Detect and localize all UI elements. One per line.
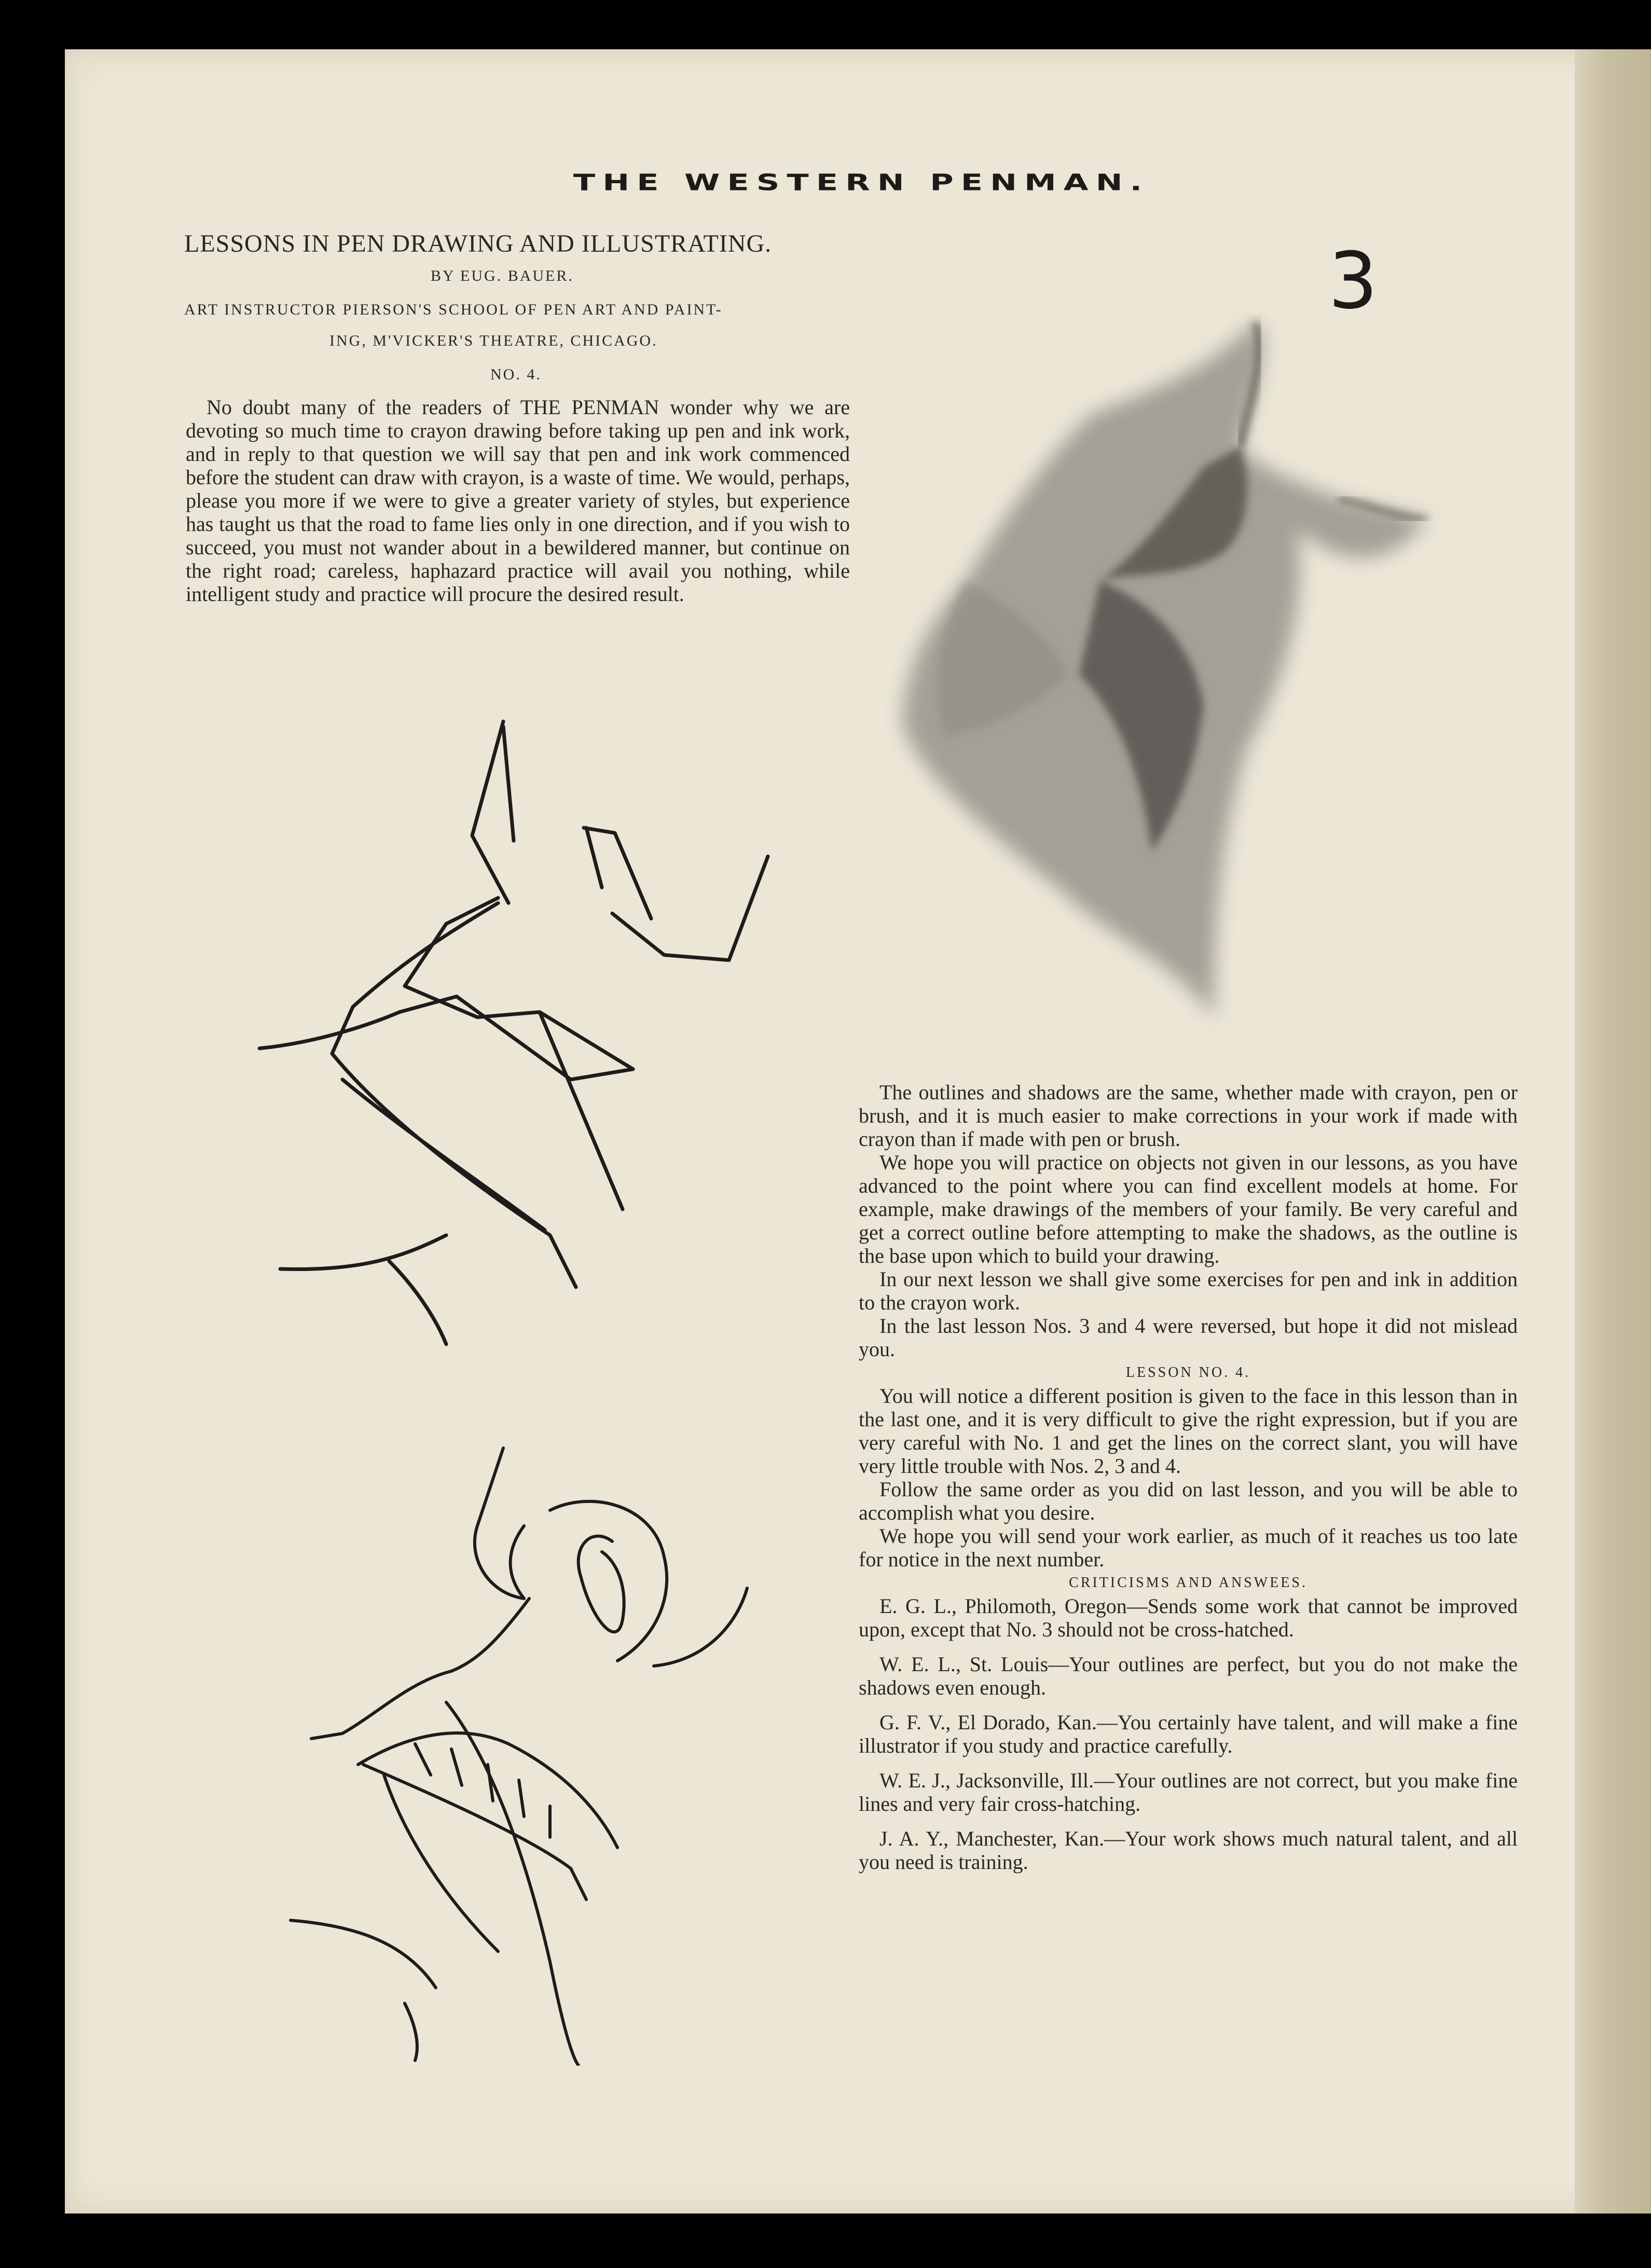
- paragraph-2: We hope you will practice on objects not given in our lessons, as you have advanced to the point where you can find excellent models at home. For example, make drawings of the members of your family. Be very careful and get a correct outline before attempting to make the shadows, as the outline is the base upon which to build your drawing.: [859, 1151, 1518, 1267]
- criticism-item: W. E. L., St. Louis—Your outlines are perfect, but you do not make the shadows even enough.: [859, 1652, 1518, 1699]
- criticism-item: W. E. J., Jacksonville, Ill.—Your outlines are not correct, but you make fine lines and very fair cross-hatching.: [859, 1769, 1518, 1815]
- paragraph-3: In our next lesson we shall give some exercises for pen and ink in addition to the crayon work.: [859, 1267, 1518, 1314]
- paragraph-1: The outlines and shadows are the same, whether made with crayon, pen or brush, and it is much easier to make corrections in your work if made with crayon than if made with pen or brush.: [859, 1081, 1518, 1151]
- right-column: [859, 1081, 1518, 1874]
- crayon-shaded-drawing: [882, 311, 1531, 1038]
- affiliation-line-2: ING, M'VICKER'S THEATRE, CHICAGO.: [329, 332, 658, 349]
- intro-column: [186, 395, 850, 606]
- outline-drawing-1: [249, 716, 820, 1349]
- criticisms-heading: CRITICISMS AND ANSWEES.: [1069, 1575, 1308, 1591]
- figure-number: 3: [1328, 236, 1378, 326]
- affiliation-line-1: ART INSTRUCTOR PIERSON'S SCHOOL OF PEN ART AND PAINT-: [184, 301, 723, 318]
- article-title: LESSONS IN PEN DRAWING AND ILLUSTRATING.: [184, 230, 772, 257]
- paragraph-6: Follow the same order as you did on last lesson, and you will be able to accomplish what you desire.: [859, 1478, 1518, 1524]
- byline: BY EUG. BAUER.: [431, 267, 574, 284]
- lesson-heading: LESSON NO. 4.: [1125, 1364, 1251, 1381]
- intro-paragraph: No doubt many of the readers of THE PENMAN wonder why we are devoting so much time to crayon drawing before taking up pen and ink work, and in reply to that question we will say that pen and ink work commenced before the student can draw with crayon, is a waste of time. We would, perhaps, please you more if we were to give a greater variety of styles, but experience has taught us that the road to fame lies only in one direction, and if you wish to succeed, you must not wander about in a bewildered manner, but continue on the right road; careless, haphazard practice will avail you nothing, while intelligent study and practice will procure the desired result.: [186, 395, 850, 606]
- outline-drawing-2: [280, 1443, 815, 2066]
- paragraph-4: In the last lesson Nos. 3 and 4 were reversed, but hope it did not mislead you.: [859, 1314, 1518, 1361]
- masthead: THE WESTERN PENMAN.: [573, 169, 1150, 196]
- criticism-item: E. G. L., Philomoth, Oregon—Sends some work that cannot be improved upon, except that No. 3 should not be cross-hatched.: [859, 1594, 1518, 1641]
- paragraph-5: You will notice a different position is given to the face in this lesson than in the last one, and it is very difficult to give the right expression, but if you are very careful with No. 1 and get the lines on the correct slant, you will have very little trouble with Nos. 2, 3 and 4.: [859, 1384, 1518, 1478]
- paragraph-7: We hope you will send your work earlier, as much of it reaches us too late for notice in the next number.: [859, 1524, 1518, 1571]
- criticism-item: G. F. V., El Dorado, Kan.—You certainly have talent, and will make a fine illustrator if you study and practice carefully.: [859, 1711, 1518, 1757]
- criticism-item: J. A. Y., Manchester, Kan.—Your work shows much natural talent, and all you need is training.: [859, 1827, 1518, 1874]
- article-number: NO. 4.: [490, 366, 542, 383]
- page-edge: [1575, 49, 1651, 2214]
